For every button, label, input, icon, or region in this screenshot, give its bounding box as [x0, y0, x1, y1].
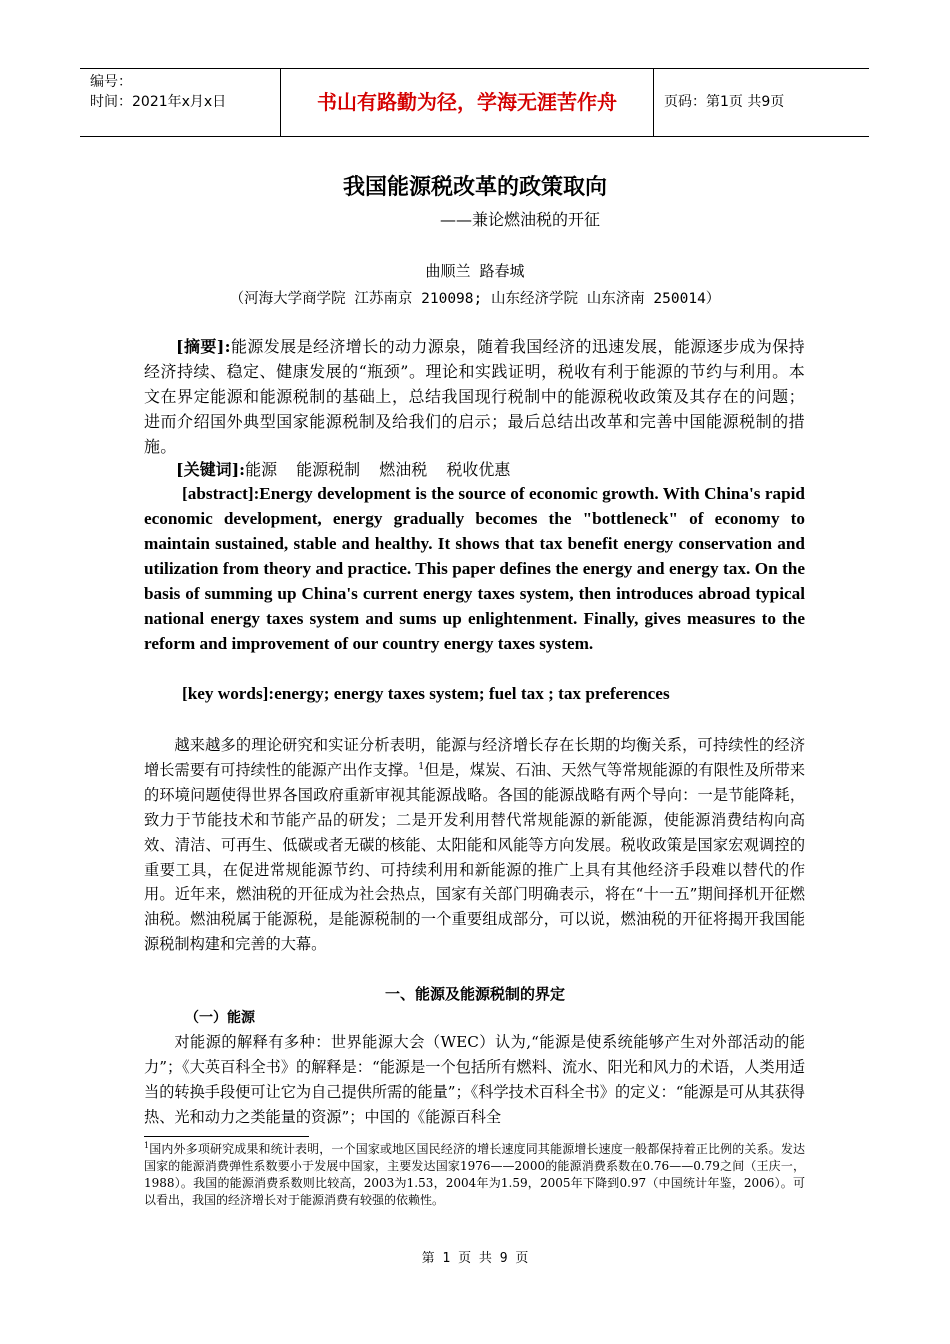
intro-paragraph — [144, 733, 805, 957]
abstract-en: [abstract]:Energy development is the source of economic growth. With China's rapid economic development, energy gradually becomes the "bottleneck" of economy to maintain sustained, stable and healthy. It shows that tax benefit energy conservation and utilization from theory and practice. This paper defines the energy and energy tax. On the basis of summing up China's current energy taxes system, then introduces abroad typical national energy taxes system and sums up enlightenment. Finally, gives measures to the reform and improvement of our country energy taxes system. — [144, 484, 805, 653]
keywords-cn — [144, 457, 805, 482]
subsection-heading: （一）能源 — [185, 1010, 255, 1026]
article-authors: 曲顺兰 路春城 — [425, 262, 525, 280]
section-heading: 一、能源及能源税制的界定 — [384, 985, 565, 1003]
section-paragraph: 对能源的解释有多种：世界能源大会（WEC）认为,“能源是使系统能够产生对外部活动的能力”；《大英百科全书》的解释是：“能源是一个包括所有燃料、流水、阳光和风力的术语，人类用适当的转换手段便可让它为自己提供所需的能量”；《科学技术百科全书》的定义：“能源是可从其获得热、光和动力之类能量的资源”；中国的《能源百科全 — [144, 1033, 805, 1126]
article-subtitle: ——兼论燃油税的开征 — [440, 210, 601, 229]
header-motto: 书山有路勤为径，学海无涯苦作舟 — [280, 69, 654, 136]
code-label: 编号： — [90, 74, 132, 90]
footnote-text: 国内外多项研究成果和统计表明，一个国家或地区国民经济的增长速度同其能源增长速度一般都保持着正比例的关系。发达国家的能源消费弹性系数要小于发展中国家，主要发达国家1976——2000的能源消费系数在0.76——0.79之间（王庆一，1988）。我国的能源消费系数则比较高，2003为1.53，2004年为1.59，2005年下降到0.97（中国统计年鉴，2006）。可以看出，我国的经济增长对于能源消费有较强的依赖性。 — [144, 1142, 805, 1207]
date-label: 时间：2021年x月x日 — [90, 94, 227, 110]
header-meta — [80, 69, 280, 136]
intro-part2: 但是，煤炭、石油、天然气等常规能源的有限性及所带来的环境问题使得世界各国政府重新审视其能源战略。各国的能源战略有两个导向：一是节能降耗，致力于节能技术和节能产品的研发；二是开发利用替代常规能源的新能源，使能源消费结构向高效、清洁、可再生、低碳或者无碳的核能、太阳能和风能等方向发展。税收政策是国家宏观调控的重要工具，在促进常规能源节约、可持续利用和新能源的推广上具有其他经济手段难以替代的作用。近年来，燃油税的开征成为社会热点，国家有关部门明确表示，将在“十一五”期间择机开征燃油税。燃油税属于能源税，是能源税制的一个重要组成部分，可以说，燃油税的开征将揭开我国能源税制构建和完善的大幕。 — [144, 760, 806, 954]
footnote — [144, 1141, 805, 1209]
keywords-cn-label: [关键词]: — [176, 460, 246, 479]
intro-part1: 越来越多的理论研究和实证分析表明，能源与经济增长存在长期的均衡关系，可持续性的经济增长需要有可持续性的能源产出作支撑。 — [144, 736, 805, 779]
keywords-en: [key words]:energy; energy taxes system; fuel tax ; tax preferences — [182, 684, 670, 703]
footnote-separator — [144, 1136, 309, 1137]
article-title: 我国能源税改革的政策取向 — [342, 175, 607, 200]
article-affiliation: （河海大学商学院 江苏南京 210098; 山东经济学院 山东济南 250014） — [229, 291, 721, 307]
keywords-cn-text: 能源 能源税制 燃油税 税收优惠 — [245, 460, 511, 479]
abstract-cn-text: 能源发展是经济增长的动力源泉，随着我国经济的迅速发展，能源逐步成为保持经济持续、稳定、健康发展的“瓶颈”。理论和实践证明，税收有利于能源的节约与利用。本文在界定能源和能源税制的基础上，总结我国现行税制中的能源税收政策及其存在的问题；进而介绍国外典型国家能源税制及给我们的启示；最后总结出改革和完善中国能源税制的措施。 — [144, 337, 805, 456]
header-page-info: 页码：第1页 共9页 — [664, 94, 785, 110]
abstract-cn — [144, 334, 805, 459]
footnote-ref[interactable]: 1 — [418, 761, 425, 772]
page-footer: 第 1 页 共 9 页 — [421, 1251, 529, 1266]
abstract-cn-label: [摘要]: — [176, 337, 231, 356]
footnote-mark: 1 — [144, 1141, 150, 1150]
header-table — [80, 68, 869, 137]
